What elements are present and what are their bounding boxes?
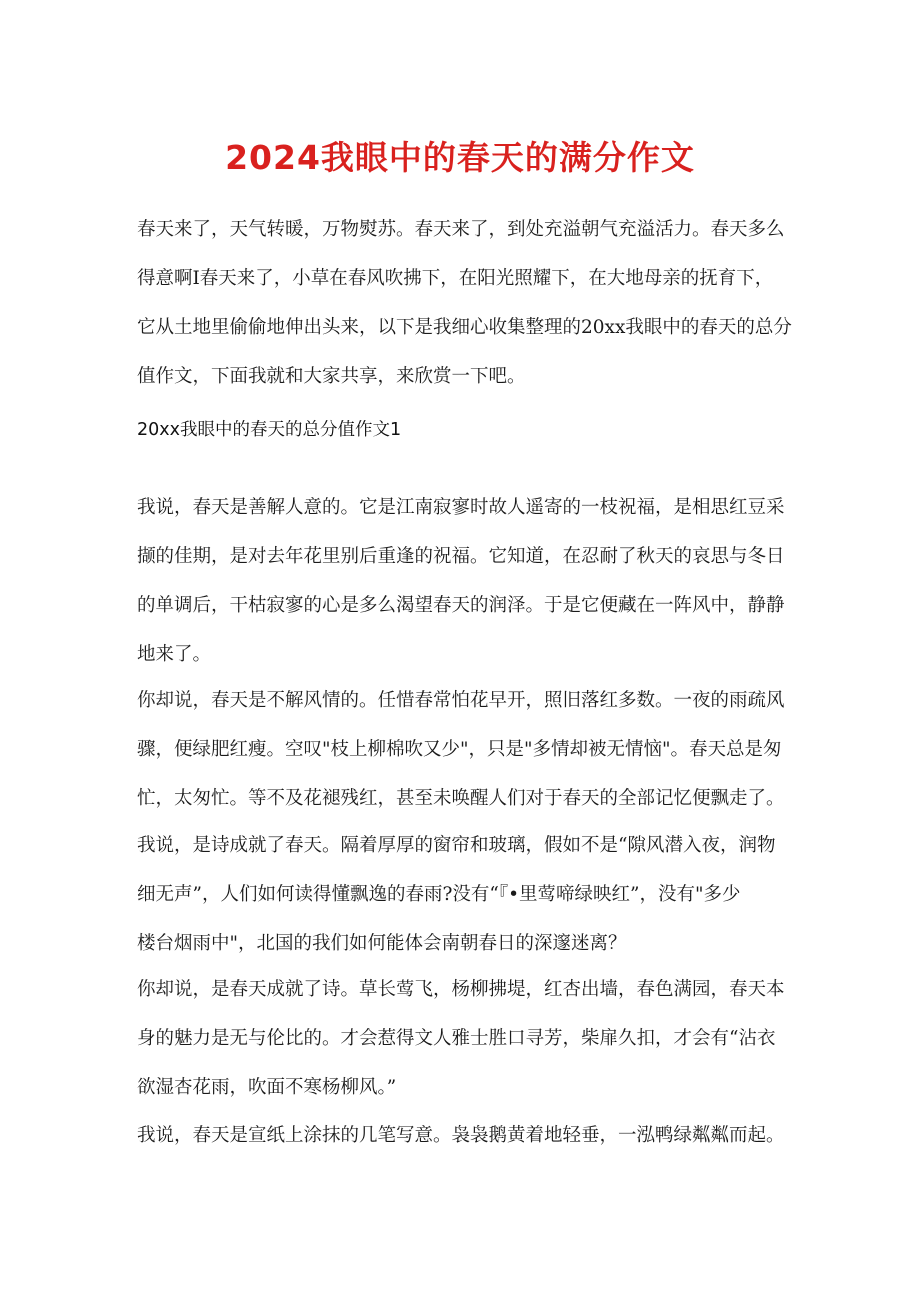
- body-line: 我说，春天是善解人意的。它是江南寂寥时故人遥寄的一枝祝福，是相思红豆采: [137, 497, 785, 518]
- body-line: 的单调后，干枯寂寥的心是多么渴望春天的润泽。于是它便藏在一阵风中，静静: [137, 595, 785, 616]
- body-line: 我说，春天是宣纸上涂抹的几笔写意。袅袅鹅黄着地轻垂，一泓鸭绿粼粼而起。: [137, 1125, 785, 1146]
- body-line: 撷的佳期，是对去年花里别后重逢的祝福。它知道，在忍耐了秋天的哀思与冬日: [137, 546, 785, 567]
- body-line: 欲湿杏花雨，吹面不寒杨柳风。”: [137, 1077, 397, 1098]
- body-line: 你却说，是春天成就了诗。草长莺飞，杨柳拂堤，红杏出墙，春色满园，春天本: [137, 979, 785, 1000]
- body-line: 我说，是诗成就了春天。隔着厚厚的窗帘和玻璃，假如不是“隙风潜入夜，润物: [137, 835, 776, 856]
- body-line: 骤，便绿肥红瘦。空叹"枝上柳棉吹又少"，只是"多情却被无情恼"。春天总是匆: [137, 739, 782, 760]
- body-line: 你却说，春天是不解风情的。任惜春常怕花早开，照旧落红多数。一夜的雨疏风: [137, 690, 785, 711]
- intro-line: 值作文，下面我就和大家共享，来欣赏一下吧。: [137, 366, 526, 387]
- section-subheading: 20xx我眼中的春天的总分值作文1: [137, 420, 402, 440]
- document-title: 2024我眼中的春天的满分作文: [225, 138, 695, 177]
- intro-line: 春天来了，天气转暖，万物熨苏。春天来了，到处充溢朝气充溢活力。春天多么: [137, 219, 785, 240]
- body-line: 细无声”，人们如何读得懂飘逸的春雨?没有“『•里莺啼绿映红”，没有"多少: [137, 884, 741, 905]
- intro-line: 它从土地里偷偷地伸出头来，以下是我细心收集整理的20xx我眼中的春天的总分: [137, 317, 792, 338]
- body-line: 楼台烟雨中"，北国的我们如何能体会南朝春日的深邃迷离？: [137, 933, 627, 954]
- body-line: 地来了。: [137, 644, 212, 665]
- intro-line: 得意啊I春天来了，小草在春风吹拂下，在阳光照耀下，在大地母亲的抚育下，: [137, 268, 774, 289]
- body-line: 忙，太匆忙。等不及花褪残红，甚至未唤醒人们对于春天的全部记忆便飘走了。: [137, 788, 785, 809]
- body-line: 身的魅力是无与伦比的。才会惹得文人雅士胜口寻芳，柴扉久扣，才会有“沾衣: [137, 1028, 776, 1049]
